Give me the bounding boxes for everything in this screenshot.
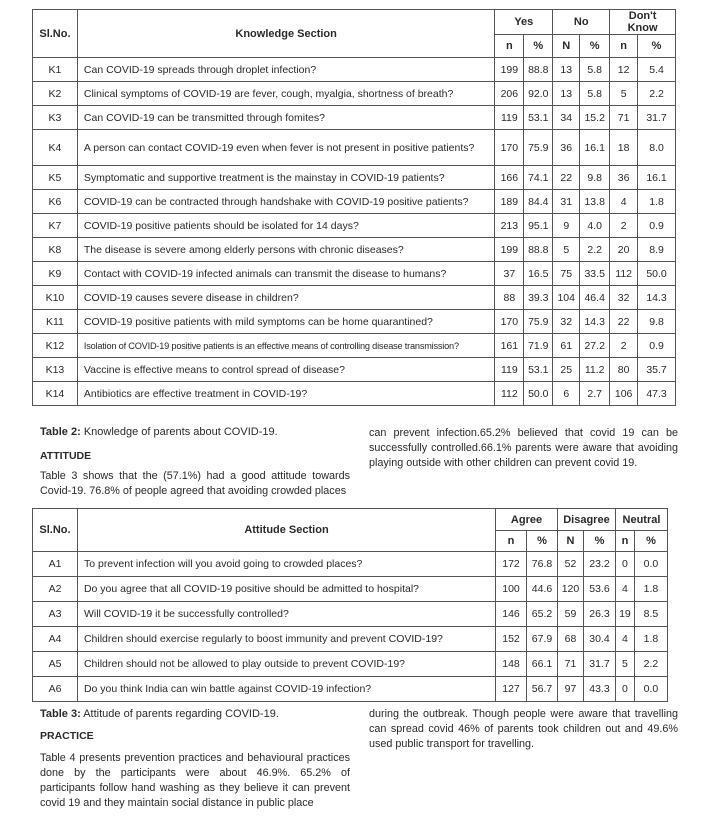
row-question: COVID-19 can be contracted through handshake with COVID-19 positive patients? [77, 190, 494, 214]
row-question: Children should exercise regularly to boost immunity and prevent COVID-19? [77, 627, 495, 652]
row-value: 84.4 [524, 190, 553, 214]
row-id: K2 [33, 82, 78, 106]
row-value: 36 [553, 130, 580, 166]
row-value: 66.1 [527, 652, 558, 677]
table-row [33, 286, 676, 310]
table-row [33, 358, 676, 382]
row-value: 75 [553, 262, 580, 286]
row-id: A2 [33, 577, 78, 602]
heading-attitude: ATTITUDE [40, 450, 92, 462]
row-value: 88.8 [524, 238, 553, 262]
row-value: 106 [610, 382, 638, 406]
row-value: 120 [557, 577, 583, 602]
row-value: 22 [553, 166, 580, 190]
table-row [33, 334, 676, 358]
row-value: 127 [496, 677, 527, 702]
row-value: 53.6 [583, 577, 615, 602]
table-row [33, 627, 668, 652]
row-value: 47.3 [638, 382, 676, 406]
row-value: 206 [495, 82, 524, 106]
row-value: 88 [495, 286, 524, 310]
row-value: 2.7 [580, 382, 610, 406]
row-value: 19 [615, 602, 634, 627]
row-value: 9 [553, 214, 580, 238]
table-row [33, 166, 676, 190]
subhead: % [638, 35, 676, 58]
row-value: 88.8 [524, 58, 553, 82]
row-id: A6 [33, 677, 78, 702]
row-value: 2 [610, 214, 638, 238]
col-slno-header: Sl.No. [33, 509, 78, 552]
row-id: K5 [33, 166, 78, 190]
knowledge-table-body [33, 58, 676, 406]
caption-label: Table 2: [40, 426, 81, 438]
row-id: K10 [33, 286, 78, 310]
row-question: COVID-19 positive patients should be isolated for 14 days? [77, 214, 494, 238]
row-value: 2.2 [638, 82, 676, 106]
row-value: 31 [553, 190, 580, 214]
group-header-disagree: Disagree [557, 509, 615, 531]
group-header-no: No [553, 10, 610, 35]
row-value: 5 [610, 82, 638, 106]
row-value: 35.7 [638, 358, 676, 382]
row-question: Will COVID-19 it be successfully controlled? [77, 602, 495, 627]
row-value: 14.3 [580, 310, 610, 334]
row-value: 32 [610, 286, 638, 310]
row-value: 8.9 [638, 238, 676, 262]
table-row [33, 82, 676, 106]
row-id: K14 [33, 382, 78, 406]
row-value: 5.8 [580, 82, 610, 106]
table-row [33, 130, 676, 166]
row-question: The disease is severe among elderly persons with chronic diseases? [77, 238, 494, 262]
row-value: 18 [610, 130, 638, 166]
paragraph-practice-right: during the outbreak. Though people were aware that travelling can spread covid 46% of parents took children out and 49.6% used public transport for travelling. [369, 708, 678, 750]
row-id: A3 [33, 602, 78, 627]
row-value: 13.8 [580, 190, 610, 214]
row-question: Isolation of COVID-19 positive patients is an effective means of controlling disease transmission? [77, 334, 494, 358]
row-value: 25 [553, 358, 580, 382]
row-value: 22 [610, 310, 638, 334]
subhead: N [553, 35, 580, 58]
row-value: 104 [553, 286, 580, 310]
row-value: 5 [553, 238, 580, 262]
attitude-table [32, 508, 668, 702]
row-value: 8.5 [634, 602, 667, 627]
table-row [33, 382, 676, 406]
subhead: n [610, 35, 638, 58]
row-value: 50.0 [524, 382, 553, 406]
row-value: 97 [557, 677, 583, 702]
row-value: 76.8 [527, 552, 558, 577]
row-value: 112 [610, 262, 638, 286]
row-value: 0.9 [638, 214, 676, 238]
table-row [33, 602, 668, 627]
row-question: To prevent infection will you avoid going to crowded places? [77, 552, 495, 577]
row-value: 74.1 [524, 166, 553, 190]
row-value: 199 [495, 238, 524, 262]
row-value: 33.5 [580, 262, 610, 286]
row-value: 61 [553, 334, 580, 358]
row-question: Do you think India can win battle against COVID-19 infection? [77, 677, 495, 702]
row-id: K1 [33, 58, 78, 82]
table-row [33, 652, 668, 677]
table-row [33, 677, 668, 702]
row-value: 0.0 [634, 677, 667, 702]
row-id: K13 [33, 358, 78, 382]
row-value: 4.0 [580, 214, 610, 238]
row-value: 16.1 [638, 166, 676, 190]
row-value: 71.9 [524, 334, 553, 358]
row-value: 65.2 [527, 602, 558, 627]
table-row [33, 238, 676, 262]
group-header-yes: Yes [495, 10, 553, 35]
row-value: 56.7 [527, 677, 558, 702]
table-row [33, 214, 676, 238]
caption-label: Table 3: [40, 708, 81, 720]
row-question: Contact with COVID-19 infected animals can transmit the disease to humans? [77, 262, 494, 286]
row-value: 0 [615, 677, 634, 702]
row-value: 23.2 [583, 552, 615, 577]
table-row [33, 106, 676, 130]
group-header-agree: Agree [496, 509, 558, 531]
row-value: 161 [495, 334, 524, 358]
subhead: n [496, 531, 527, 552]
row-value: 15.2 [580, 106, 610, 130]
row-value: 4 [610, 190, 638, 214]
table-row [33, 58, 676, 82]
knowledge-table [32, 9, 676, 406]
row-value: 44.6 [527, 577, 558, 602]
row-value: 1.8 [634, 577, 667, 602]
row-value: 13 [553, 82, 580, 106]
row-id: K8 [33, 238, 78, 262]
row-value: 52 [557, 552, 583, 577]
row-id: A5 [33, 652, 78, 677]
row-id: K3 [33, 106, 78, 130]
row-value: 53.1 [524, 358, 553, 382]
row-value: 13 [553, 58, 580, 82]
row-value: 31.7 [583, 652, 615, 677]
row-id: A1 [33, 552, 78, 577]
caption-text: Knowledge of parents about COVID-19. [80, 426, 278, 438]
row-value: 2 [610, 334, 638, 358]
row-value: 12 [610, 58, 638, 82]
subhead: % [580, 35, 610, 58]
row-question: Children should not be allowed to play outside to prevent COVID-19? [77, 652, 495, 677]
row-value: 119 [495, 358, 524, 382]
row-value: 170 [495, 310, 524, 334]
row-question: Can COVID-19 can be transmitted through fomites? [77, 106, 494, 130]
row-value: 75.9 [524, 130, 553, 166]
row-value: 9.8 [638, 310, 676, 334]
row-id: K12 [33, 334, 78, 358]
row-value: 30.4 [583, 627, 615, 652]
row-value: 4 [615, 577, 634, 602]
row-value: 112 [495, 382, 524, 406]
table3-caption [40, 708, 279, 720]
row-value: 5.8 [580, 58, 610, 82]
subhead: % [527, 531, 558, 552]
row-value: 36 [610, 166, 638, 190]
row-question: A person can contact COVID-19 even when fever is not present in positive patients? [77, 130, 494, 166]
row-value: 152 [496, 627, 527, 652]
row-value: 71 [610, 106, 638, 130]
row-id: K11 [33, 310, 78, 334]
row-question: Antibiotics are effective treatment in COVID-19? [77, 382, 494, 406]
row-value: 39.3 [524, 286, 553, 310]
row-value: 4 [615, 627, 634, 652]
row-value: 34 [553, 106, 580, 130]
row-value: 166 [495, 166, 524, 190]
row-value: 213 [495, 214, 524, 238]
row-value: 0.9 [638, 334, 676, 358]
table-row [33, 552, 668, 577]
row-value: 170 [495, 130, 524, 166]
attitude-table-body [33, 552, 668, 702]
row-value: 80 [610, 358, 638, 382]
col-section-header: Attitude Section [77, 509, 495, 552]
row-value: 37 [495, 262, 524, 286]
col-section-header: Knowledge Section [77, 10, 494, 58]
row-question: COVID-19 positive patients with mild symptoms can be home quarantined? [77, 310, 494, 334]
row-question: COVID-19 causes severe disease in children? [77, 286, 494, 310]
heading-practice: PRACTICE [40, 730, 94, 742]
row-value: 5 [615, 652, 634, 677]
paragraph-attitude-left: Table 3 shows that the (57.1%) had a good attitude towards Covid-19. 76.8% of people agreed that avoiding crowded places [40, 470, 350, 497]
row-value: 146 [496, 602, 527, 627]
row-value: 100 [496, 577, 527, 602]
row-value: 1.8 [638, 190, 676, 214]
row-value: 148 [496, 652, 527, 677]
table-row [33, 190, 676, 214]
row-value: 68 [557, 627, 583, 652]
row-question: Can COVID-19 spreads through droplet infection? [77, 58, 494, 82]
row-id: A4 [33, 627, 78, 652]
row-value: 16.5 [524, 262, 553, 286]
row-value: 2.2 [634, 652, 667, 677]
row-value: 0 [615, 552, 634, 577]
row-value: 16.1 [580, 130, 610, 166]
row-id: K9 [33, 262, 78, 286]
table-row [33, 577, 668, 602]
row-question: Symptomatic and supportive treatment is the mainstay in COVID-19 patients? [77, 166, 494, 190]
row-id: K6 [33, 190, 78, 214]
row-value: 46.4 [580, 286, 610, 310]
row-value: 172 [496, 552, 527, 577]
subhead: n [495, 35, 524, 58]
row-value: 11.2 [580, 358, 610, 382]
row-value: 20 [610, 238, 638, 262]
row-value: 119 [495, 106, 524, 130]
table2-caption [40, 426, 278, 438]
row-value: 5.4 [638, 58, 676, 82]
row-value: 199 [495, 58, 524, 82]
caption-text: Attitude of parents regarding COVID-19. [80, 708, 279, 720]
row-value: 27.2 [580, 334, 610, 358]
subhead: % [583, 531, 615, 552]
row-value: 71 [557, 652, 583, 677]
row-value: 0.0 [634, 552, 667, 577]
row-value: 14.3 [638, 286, 676, 310]
subhead: N [557, 531, 583, 552]
row-value: 75.9 [524, 310, 553, 334]
row-id: K4 [33, 130, 78, 166]
row-value: 6 [553, 382, 580, 406]
row-question: Do you agree that all COVID-19 positive should be admitted to hospital? [77, 577, 495, 602]
row-value: 95.1 [524, 214, 553, 238]
paragraph-practice-left: Table 4 presents prevention practices and behavioural practices done by the participants were about 46.9%. 65.2% of participants follow hand washing as they believe it can prevent covid 19 and they maintain social distance in public place [40, 752, 350, 809]
row-value: 8.0 [638, 130, 676, 166]
row-value: 189 [495, 190, 524, 214]
group-header-neutral: Neutral [615, 509, 667, 531]
row-value: 31.7 [638, 106, 676, 130]
row-value: 9.8 [580, 166, 610, 190]
paragraph-attitude-right: can prevent infection.65.2% believed that covid 19 can be successfully controlled.66.1% parents were aware that avoiding playing outside with other children can prevent covid 19. [369, 427, 678, 469]
row-question: Vaccine is effective means to control spread of disease? [77, 358, 494, 382]
table-row [33, 262, 676, 286]
row-value: 43.3 [583, 677, 615, 702]
row-value: 50.0 [638, 262, 676, 286]
row-value: 53.1 [524, 106, 553, 130]
group-header-dont-know: Don't Know [610, 10, 676, 35]
subhead: % [634, 531, 667, 552]
row-question: Clinical symptoms of COVID-19 are fever, cough, myalgia, shortness of breath? [77, 82, 494, 106]
row-value: 2.2 [580, 238, 610, 262]
row-value: 26.3 [583, 602, 615, 627]
row-value: 67.9 [527, 627, 558, 652]
row-value: 32 [553, 310, 580, 334]
row-id: K7 [33, 214, 78, 238]
col-slno-header: Sl.No. [33, 10, 78, 58]
row-value: 1.8 [634, 627, 667, 652]
subhead: % [524, 35, 553, 58]
subhead: n [615, 531, 634, 552]
table-row [33, 310, 676, 334]
row-value: 92.0 [524, 82, 553, 106]
row-value: 59 [557, 602, 583, 627]
